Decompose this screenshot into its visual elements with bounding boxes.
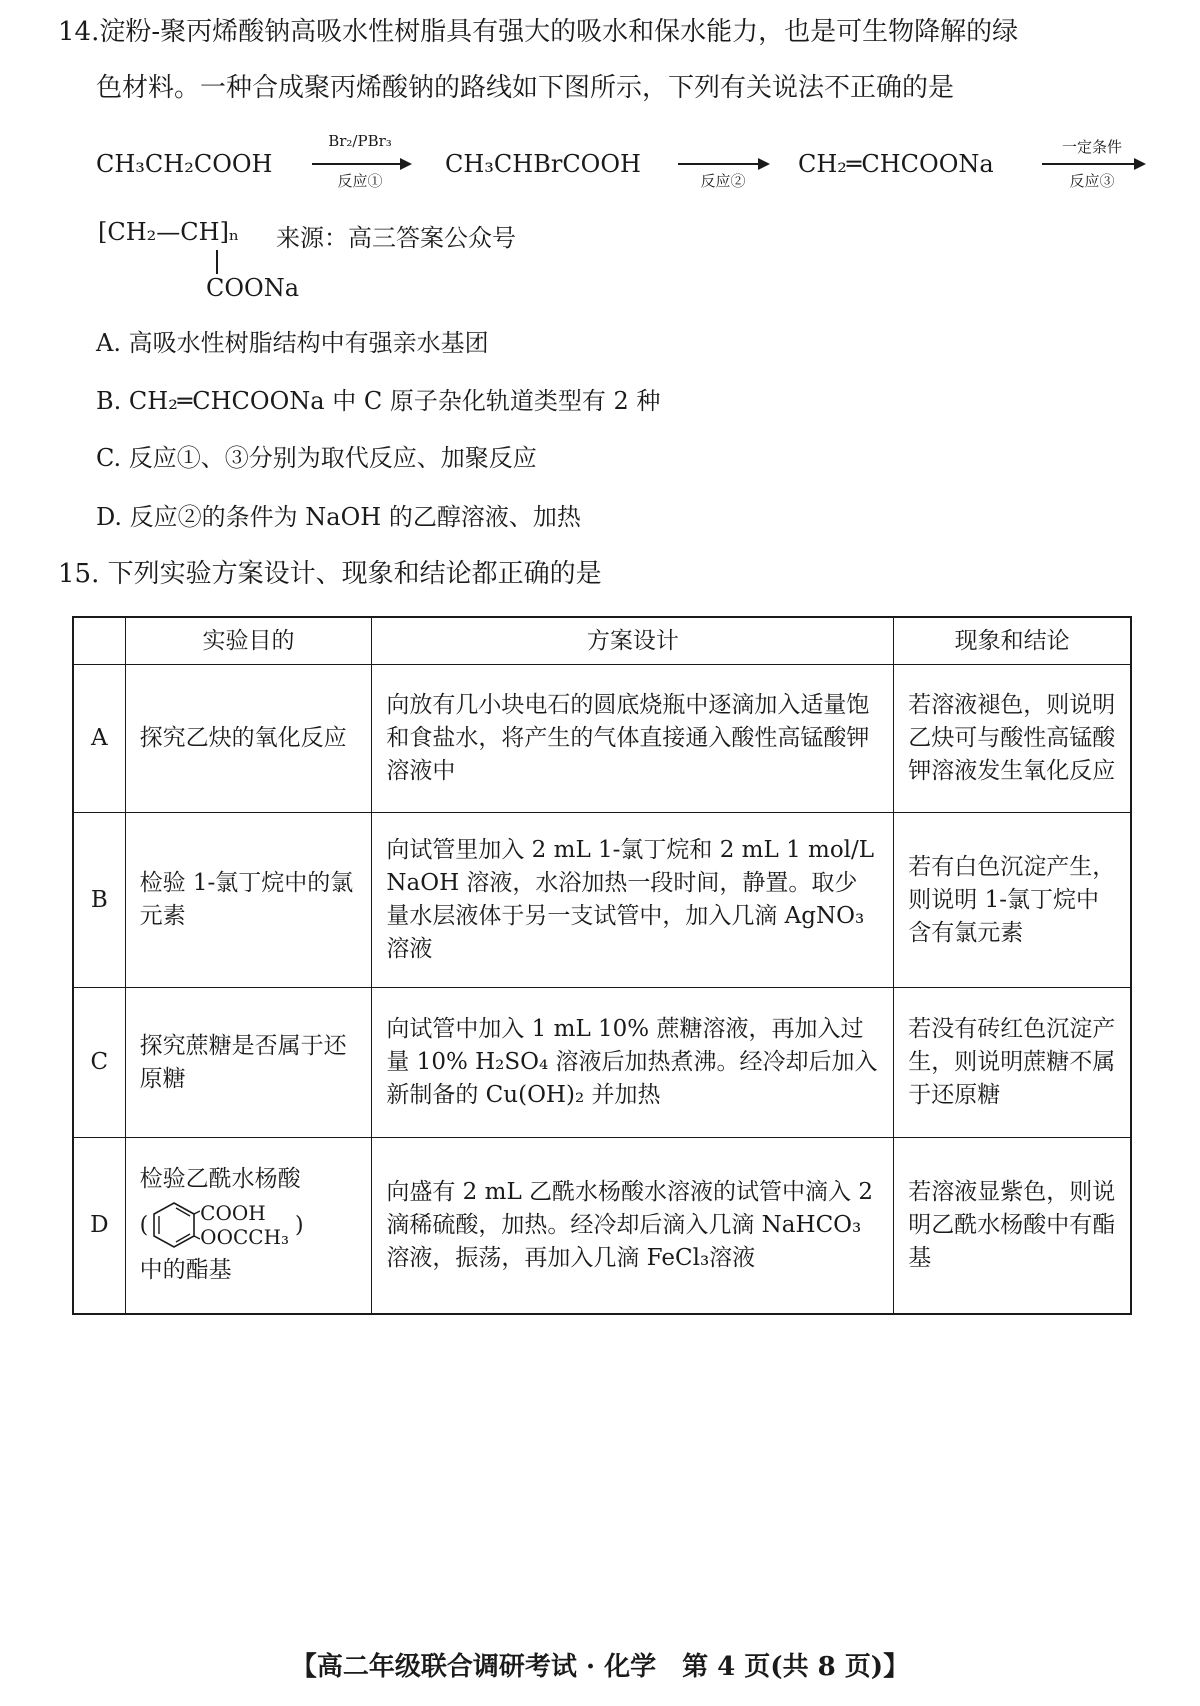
aspirin-structure <box>140 1196 358 1254</box>
row-purpose: 检验 1-氯丁烷中的氯元素 <box>125 813 372 988</box>
substituent-ester: OOCCH₃ <box>200 1225 290 1250</box>
q14-stem-line2: 色材料。一种合成聚丙烯酸钠的路线如下图所示，下列有关说法不正确的是 <box>96 73 955 103</box>
table-row <box>73 665 1131 813</box>
table-row <box>73 813 1131 988</box>
polymer-bond <box>216 250 218 274</box>
row-design: 向盛有 2 mL 乙酰水杨酸水溶液的试管中滴入 2 滴稀硫酸，加热。经冷却后滴入几滴 NaHCO₃溶液，振荡，再加入几滴 FeCl₃溶液 <box>372 1138 894 1314</box>
q14-stem-line1 <box>58 14 1018 50</box>
page-footer: 【高二年级联合调研考试 · 化学 第 4 页(共 8 页)】 <box>290 1652 910 1682</box>
substituents <box>200 1201 289 1249</box>
arrow2 <box>678 163 768 165</box>
compound-sodium-acrylate: CH₂═CHCOONa <box>798 150 994 178</box>
purpose-text-post: 中的酯基 <box>139 1257 232 1284</box>
arrow3-condition: 一定条件 <box>1061 138 1122 156</box>
row-result: 若没有砖红色沉淀产生，则说明蔗糖不属于还原糖 <box>894 988 1131 1138</box>
q14-option-c: C. 反应①、③分别为取代反应、加聚反应 <box>96 444 537 472</box>
substituent-cooh: COOH <box>200 1201 266 1226</box>
row-label: B <box>73 813 125 988</box>
row-result: 若溶液褪色，则说明乙炔可与酸性高锰酸钾溶液发生氧化反应 <box>894 665 1131 813</box>
row-purpose <box>125 1138 372 1314</box>
source-note: 来源：高三答案公众号 <box>276 224 516 252</box>
arrow1 <box>312 163 410 165</box>
row-label: A <box>73 665 125 813</box>
header-design: 方案设计 <box>372 617 894 665</box>
q14-option-b: B. CH₂═CHCOONa 中 C 原子杂化轨道类型有 2 种 <box>96 387 661 415</box>
row-label: D <box>73 1138 125 1314</box>
row-result: 若溶液显紫色，则说明乙酰水杨酸中有酯基 <box>894 1138 1131 1314</box>
row-purpose: 探究乙炔的氧化反应 <box>125 665 372 813</box>
row-label: C <box>73 988 125 1138</box>
purpose-text-pre: 检验乙酰水杨酸 <box>139 1166 301 1193</box>
q14-stem-text1: 淀粉-聚丙烯酸钠高吸水性树脂具有强大的吸水和保水能力，也是可生物降解的绿 <box>99 17 1019 47</box>
arrow3 <box>1042 163 1144 165</box>
header-result: 现象和结论 <box>894 617 1131 665</box>
compound-bromo-acid: CH₃CHBrCOOH <box>445 150 641 178</box>
header-purpose: 实验目的 <box>125 617 372 665</box>
arrow2-label: 反应② <box>700 172 746 190</box>
experiment-table <box>72 616 1132 1315</box>
paren-open: ( <box>139 1212 149 1238</box>
q14-number: 14. <box>58 17 100 47</box>
polymer-side-group: COONa <box>206 274 300 302</box>
arrow1-label: 反应① <box>337 172 383 190</box>
benzene-ring-icon <box>148 1199 200 1251</box>
q14-option-a: A. 高吸水性树脂结构中有强亲水基团 <box>96 329 489 357</box>
row-design: 向试管里加入 2 mL 1-氯丁烷和 2 mL 1 mol/L NaOH 溶液，水浴加热一段时间，静置。取少量水层液体于另一支试管中，加入几滴 AgNO₃ 溶液 <box>372 813 894 988</box>
row-result: 若有白色沉淀产生，则说明 1-氯丁烷中含有氯元素 <box>894 813 1131 988</box>
table-header-row <box>73 617 1131 665</box>
header-blank <box>73 617 125 665</box>
q15-stem: 15. 下列实验方案设计、现象和结论都正确的是 <box>58 559 602 589</box>
compound-propanoic-acid: CH₃CH₂COOH <box>96 150 273 178</box>
paren-close: ) <box>295 1212 304 1238</box>
polymer-backbone: [CH₂—CH]ₙ <box>98 218 240 246</box>
q14-option-d: D. 反应②的条件为 NaOH 的乙醇溶液、加热 <box>96 503 581 531</box>
arrow3-label: 反应③ <box>1069 172 1115 190</box>
row-design: 向试管中加入 1 mL 10% 蔗糖溶液，再加入过量 10% H₂SO₄ 溶液后加热煮沸。经冷却后加入新制备的 Cu(OH)₂ 并加热 <box>372 988 894 1138</box>
row-design: 向放有几小块电石的圆底烧瓶中逐滴加入适量饱和食盐水，将产生的气体直接通入酸性高锰酸钾溶液中 <box>372 665 894 813</box>
table-row <box>73 988 1131 1138</box>
table-row <box>73 1138 1131 1314</box>
arrow1-reagent: Br₂/PBr₃ <box>328 132 392 150</box>
row-purpose: 探究蔗糖是否属于还原糖 <box>125 988 372 1138</box>
